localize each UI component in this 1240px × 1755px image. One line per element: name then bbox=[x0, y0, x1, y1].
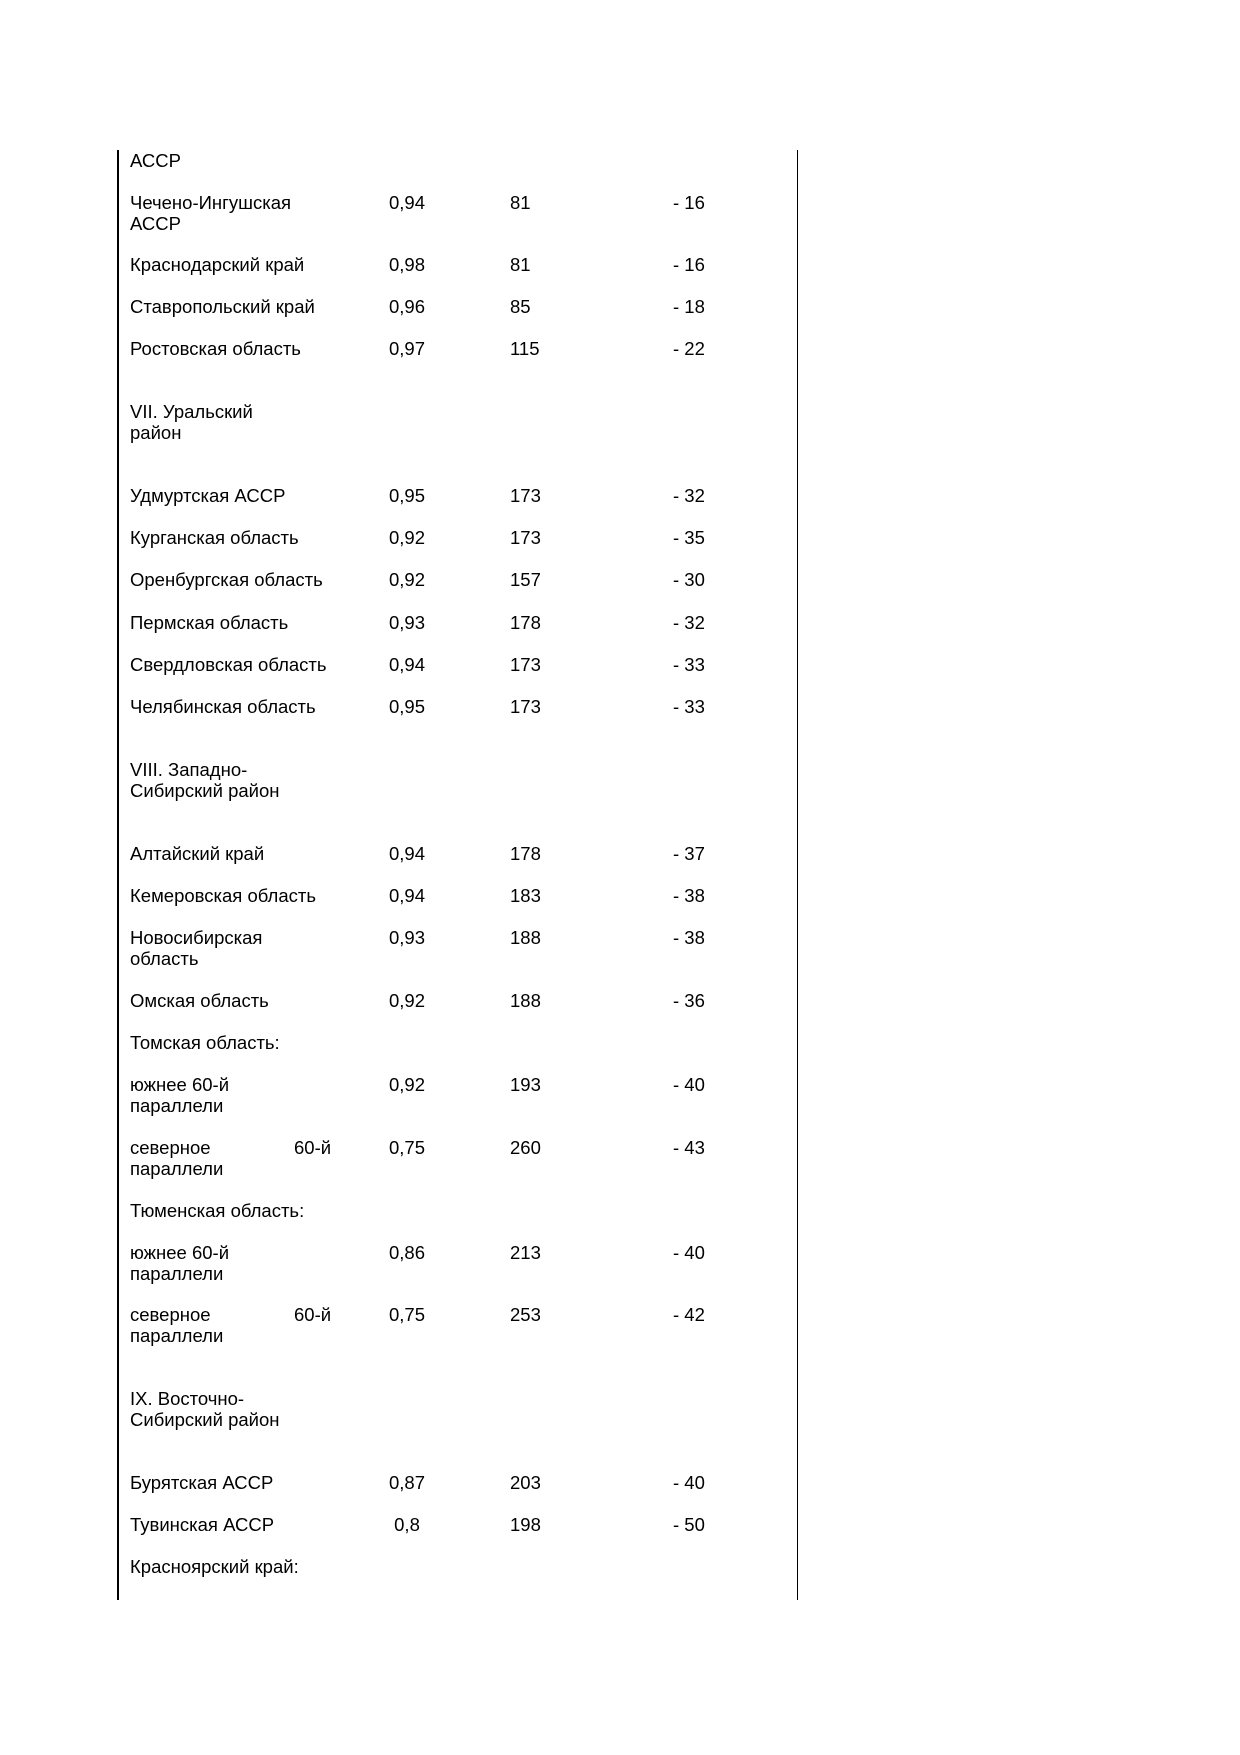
row-coefficient: 0,92 bbox=[388, 990, 425, 1011]
row-name-part: параллели bbox=[130, 1158, 224, 1179]
group-label: Томская область: bbox=[130, 1032, 280, 1053]
row-coefficient: 0,94 bbox=[388, 885, 425, 906]
row-temperature: - 33 bbox=[673, 696, 705, 717]
row-temperature: - 32 bbox=[673, 612, 705, 633]
row-name: Новосибирская область bbox=[130, 927, 263, 969]
row-coefficient: 0,75 bbox=[388, 1304, 425, 1325]
row-temperature: - 16 bbox=[673, 192, 705, 213]
row-temperature: - 42 bbox=[673, 1304, 705, 1325]
row-name: Тувинская АССР bbox=[130, 1514, 275, 1535]
row-days: 203 bbox=[510, 1472, 541, 1493]
row-days: 81 bbox=[510, 254, 531, 275]
row-coefficient: 0,95 bbox=[388, 485, 425, 506]
row-days: 253 bbox=[510, 1304, 541, 1325]
row-temperature: - 37 bbox=[673, 843, 705, 864]
group-label: Красноярский край: bbox=[130, 1556, 299, 1577]
row-name-part: 60-й bbox=[294, 1137, 332, 1158]
row-name: Краснодарский край bbox=[130, 254, 305, 275]
row-days: 260 bbox=[510, 1137, 541, 1158]
row-name-part: параллели bbox=[130, 1325, 224, 1346]
row-name: Бурятская АССР bbox=[130, 1472, 274, 1493]
row-coefficient: 0,97 bbox=[388, 338, 425, 359]
row-temperature: - 38 bbox=[673, 927, 705, 948]
row-name: Ростовская область bbox=[130, 338, 301, 359]
row-temperature: - 43 bbox=[673, 1137, 705, 1158]
climate-table bbox=[117, 150, 798, 1600]
row-days: 173 bbox=[510, 485, 541, 506]
row-temperature: - 36 bbox=[673, 990, 705, 1011]
row-name: южнее 60-й параллели bbox=[130, 1074, 230, 1116]
row-days: 173 bbox=[510, 696, 541, 717]
section-title: VIII. Западно-Сибирский район bbox=[130, 759, 280, 801]
row-coefficient: 0,96 bbox=[388, 296, 425, 317]
row-days: 157 bbox=[510, 569, 541, 590]
row-coefficient: 0,95 bbox=[388, 696, 425, 717]
row-name: Омская область bbox=[130, 990, 269, 1011]
row-name: Чечено-Ингушская АССР bbox=[130, 192, 292, 234]
row-temperature: - 40 bbox=[673, 1472, 705, 1493]
row-name: южнее 60-й параллели bbox=[130, 1242, 230, 1284]
row-name-part: 60-й bbox=[294, 1304, 332, 1325]
row-coefficient: 0,8 bbox=[394, 1514, 420, 1535]
row-name: Пермская область bbox=[130, 612, 289, 633]
row-coefficient: 0,98 bbox=[388, 254, 425, 275]
row-name-part: северное bbox=[130, 1137, 211, 1158]
row-name: АССР bbox=[130, 150, 181, 171]
row-days: 178 bbox=[510, 843, 541, 864]
row-temperature: - 40 bbox=[673, 1242, 705, 1263]
row-coefficient: 0,93 bbox=[388, 927, 425, 948]
row-days: 173 bbox=[510, 527, 541, 548]
section-title: IX. Восточно-Сибирский район bbox=[130, 1388, 280, 1430]
row-coefficient: 0,94 bbox=[388, 192, 425, 213]
row-temperature: - 16 bbox=[673, 254, 705, 275]
row-name: Удмуртская АССР bbox=[130, 485, 286, 506]
row-name: Оренбургская область bbox=[130, 569, 323, 590]
row-coefficient: 0,94 bbox=[388, 843, 425, 864]
group-label: Тюменская область: bbox=[130, 1200, 305, 1221]
row-days: 81 bbox=[510, 192, 531, 213]
row-days: 85 bbox=[510, 296, 531, 317]
row-coefficient: 0,92 bbox=[388, 1074, 425, 1095]
row-days: 115 bbox=[510, 338, 540, 359]
row-temperature: - 18 bbox=[673, 296, 705, 317]
row-coefficient: 0,75 bbox=[388, 1137, 425, 1158]
row-name: Алтайский край bbox=[130, 843, 265, 864]
row-name: Кемеровская область bbox=[130, 885, 316, 906]
row-days: 193 bbox=[510, 1074, 541, 1095]
row-days: 173 bbox=[510, 654, 541, 675]
row-name: Челябинская область bbox=[130, 696, 316, 717]
row-days: 183 bbox=[510, 885, 541, 906]
row-coefficient: 0,94 bbox=[388, 654, 425, 675]
row-temperature: - 50 bbox=[673, 1514, 705, 1535]
row-coefficient: 0,92 bbox=[388, 527, 425, 548]
row-days: 178 bbox=[510, 612, 541, 633]
row-coefficient: 0,92 bbox=[388, 569, 425, 590]
row-name: Ставропольский край bbox=[130, 296, 315, 317]
row-temperature: - 35 bbox=[673, 527, 705, 548]
row-temperature: - 40 bbox=[673, 1074, 705, 1095]
row-days: 188 bbox=[510, 927, 541, 948]
row-coefficient: 0,86 bbox=[388, 1242, 425, 1263]
row-coefficient: 0,93 bbox=[388, 612, 425, 633]
row-name: Свердловская область bbox=[130, 654, 327, 675]
row-name: Курганская область bbox=[130, 527, 299, 548]
row-temperature: - 33 bbox=[673, 654, 705, 675]
row-temperature: - 38 bbox=[673, 885, 705, 906]
row-days: 188 bbox=[510, 990, 541, 1011]
row-temperature: - 30 bbox=[673, 569, 705, 590]
row-coefficient: 0,87 bbox=[388, 1472, 425, 1493]
row-temperature: - 22 bbox=[673, 338, 705, 359]
row-days: 198 bbox=[510, 1514, 541, 1535]
row-days: 213 bbox=[510, 1242, 541, 1263]
row-name-part: северное bbox=[130, 1304, 211, 1325]
section-title: VII. Уральский район bbox=[130, 401, 253, 443]
row-temperature: - 32 bbox=[673, 485, 705, 506]
